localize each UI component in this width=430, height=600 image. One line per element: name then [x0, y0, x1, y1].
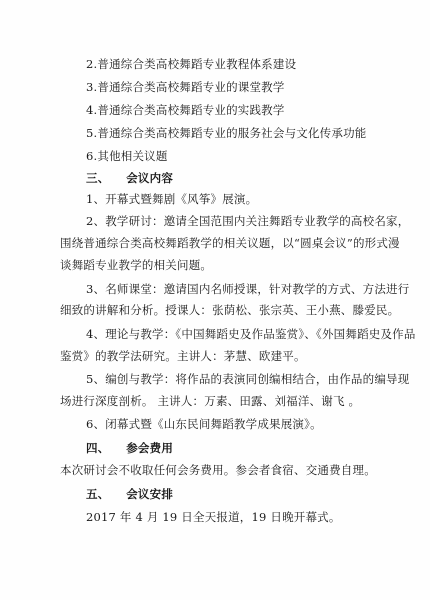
- section-number: 三、: [86, 171, 110, 185]
- content-item-2-line1: 2、教学研讨：邀请全国范围内关注舞蹈专业教学的高校名家，: [86, 214, 410, 228]
- topic-item: 6.其他相关议题: [86, 149, 168, 163]
- content-item-1: 1、开幕式暨舞剧《风筝》展演。: [86, 192, 258, 206]
- content-item-4-line2: 鉴赏》的教学法研究。主讲人：茅慧、欧建平。: [60, 349, 306, 363]
- topic-item: 3.普通综合类高校舞蹈专业的课堂教学: [86, 80, 285, 94]
- content-item-2-line2: 围绕普通综合类高校舞蹈教学的相关议题，以“圆桌会议”的形式漫: [60, 236, 400, 250]
- content-item-4-line1: 4、理论与教学：《中国舞蹈史及作品鉴赏》、《外国舞蹈史及作品: [86, 327, 416, 341]
- topic-item: 4.普通综合类高校舞蹈专业的实践教学: [86, 103, 285, 117]
- schedule-body: 2017 年 4 月 19 日全天报道，19 日晚开幕式。: [86, 510, 341, 524]
- section-heading-meeting-content: [86, 171, 173, 185]
- section-title: 会议安排: [126, 487, 174, 501]
- content-item-3-line1: 3、名师课堂：邀请国内名师授课，针对教学的方式、方法进行: [86, 282, 410, 296]
- topic-item: 2.普通综合类高校舞蹈专业教程体系建设: [86, 57, 297, 71]
- fees-body: 本次研讨会不收取任何会务费用。参会者食宿、交通费自理。: [60, 463, 376, 477]
- content-item-5-line2: 场进行深度剖析。 主讲人：万素、田露、刘福洋、谢飞 。: [60, 394, 361, 408]
- content-item-5-line1: 5、编创与教学：将作品的表演同创编相结合，由作品的编导现: [86, 372, 410, 386]
- content-item-3-line2: 细致的讲解和分析。授课人：张荫松、张宗英、王小燕、滕爱民。: [60, 303, 400, 317]
- section-number: 四、: [86, 441, 110, 455]
- topic-item: 5.普通综合类高校舞蹈专业的服务社会与文化传承功能: [86, 126, 367, 140]
- section-title: 参会费用: [126, 441, 174, 455]
- section-title: 会议内容: [126, 171, 174, 185]
- section-heading-schedule: [86, 487, 173, 501]
- content-item-6: 6、闭幕式暨《山东民间舞蹈教学成果展演》。: [86, 417, 322, 431]
- section-number: 五、: [86, 487, 110, 501]
- content-item-2-line3: 谈舞蹈专业教学的相关问题。: [60, 258, 213, 272]
- section-heading-fees: [86, 441, 173, 455]
